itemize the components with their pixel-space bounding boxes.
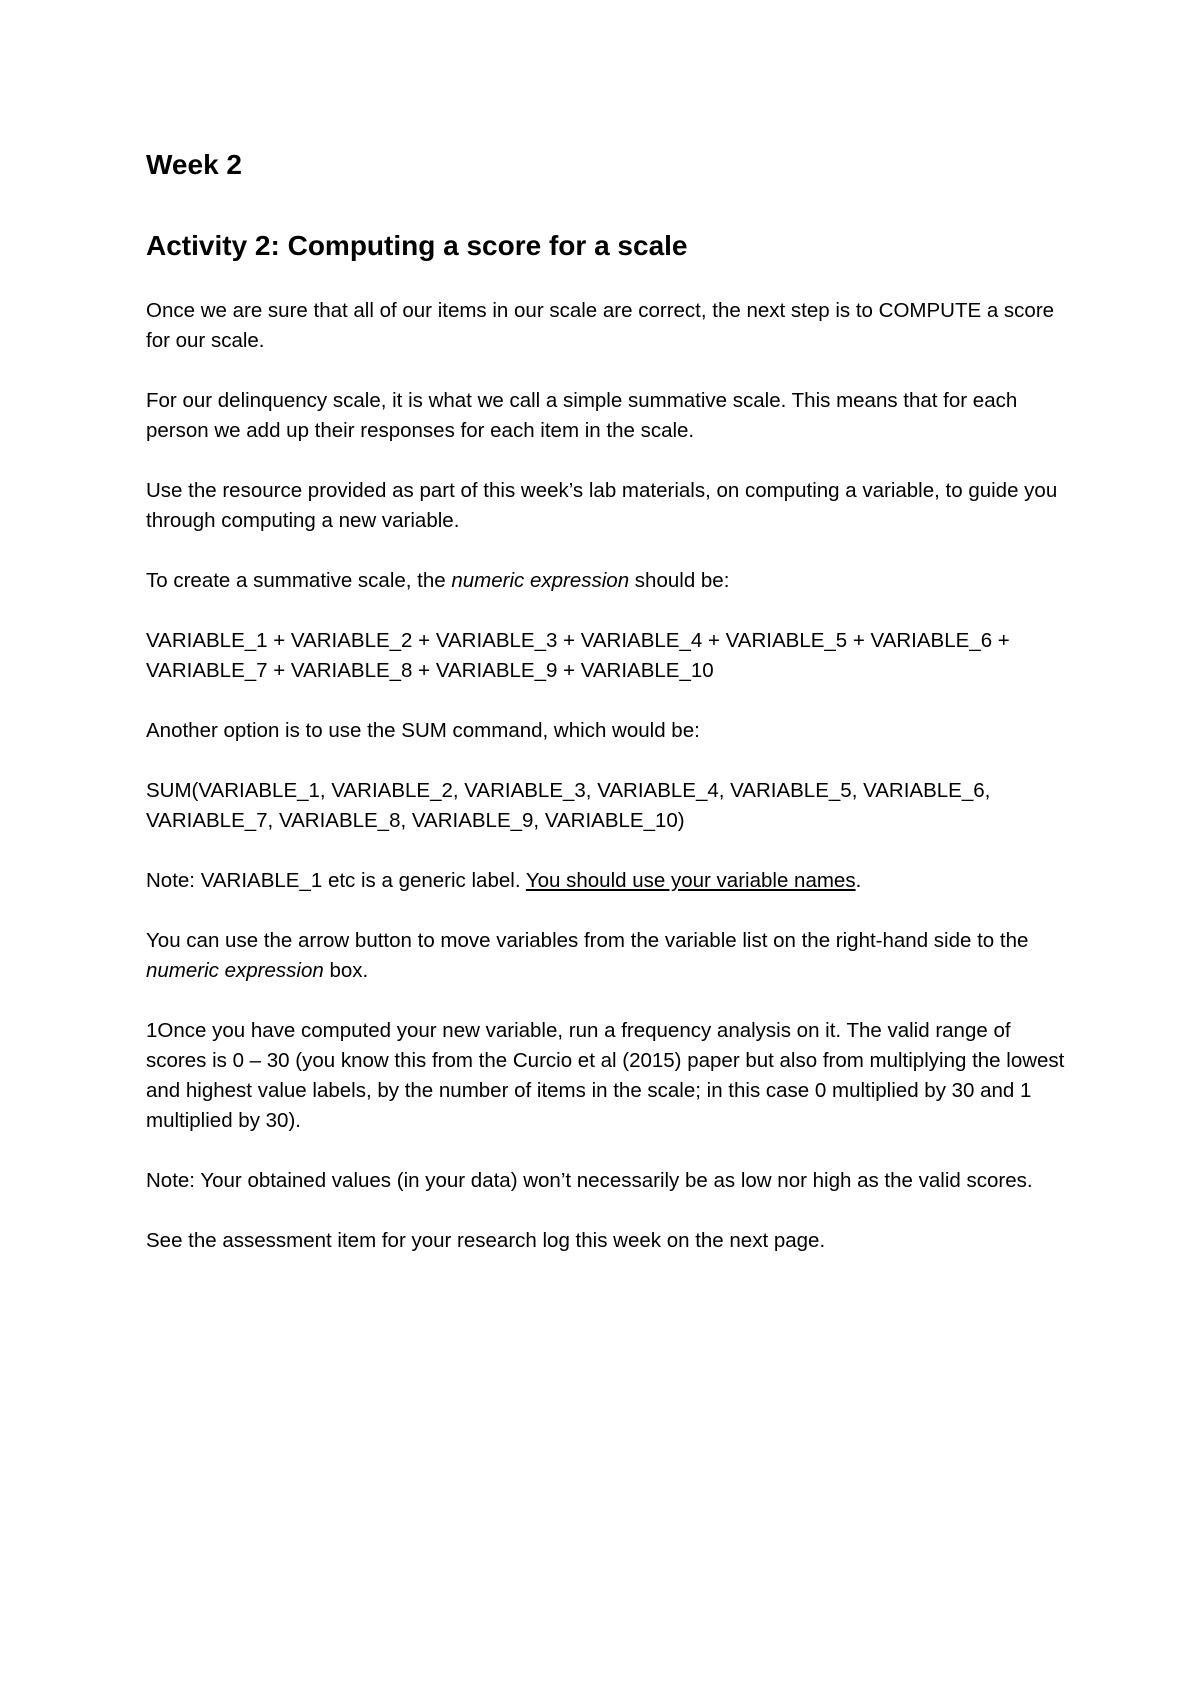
text-segment: Note: VARIABLE_1 etc is a generic label.	[146, 869, 526, 892]
expression-line: SUM(VARIABLE_1, VARIABLE_2, VARIABLE_3, VARIABLE_4, VARIABLE_5, VARIABLE_6,	[146, 779, 991, 802]
underlined-instruction: You should use your variable names	[525, 869, 856, 892]
paragraph-arrow-button	[146, 926, 1076, 986]
italic-term: numeric expression	[451, 569, 630, 592]
paragraph-numeric-expression	[146, 566, 1076, 596]
paragraph-assessment: See the assessment item for your research log this week on the next page.	[146, 1229, 826, 1252]
paragraph-resource: Use the resource provided as part of this week’s lab materials, on computing a variable, to guide you through computing a new variable.	[146, 479, 1058, 532]
week-title: Week 2	[146, 149, 242, 180]
paragraph-summative-scale: For our delinquency scale, it is what we call a simple summative scale. This means that for each person we add up their responses for each item in the scale.	[146, 389, 1018, 442]
expression-line: VARIABLE_1 + VARIABLE_2 + VARIABLE_3 + VARIABLE_4 + VARIABLE_5 + VARIABLE_6 +	[146, 629, 1010, 652]
expression-sum-plus	[146, 626, 1076, 686]
expression-line: VARIABLE_7 + VARIABLE_8 + VARIABLE_9 + VARIABLE_10	[146, 659, 714, 682]
text-segment: .	[855, 869, 862, 892]
note-obtained-values: Note: Your obtained values (in your data) won’t necessarily be as low nor high as the valid scores.	[146, 1169, 1033, 1192]
expression-line: VARIABLE_7, VARIABLE_8, VARIABLE_9, VARIABLE_10)	[146, 809, 685, 832]
text-segment: You can use the arrow button to move variables from the variable list on the right-hand side to the	[146, 929, 1029, 952]
paragraph-frequency-analysis: 1Once you have computed your new variable, run a frequency analysis on it. The valid range of scores is 0 – 30 (you know this from the Curcio et al (2015) paper but also from multiplying the lowest and highest value labels, by the number of items in the scale; in this case 0 multiplied by 30 and 1 multiplied by 30).	[146, 1019, 1065, 1132]
document-body	[146, 296, 1076, 1286]
activity-title: Activity 2: Computing a score for a scale	[146, 230, 688, 261]
text-segment: should be:	[629, 569, 730, 592]
note-generic-label	[146, 866, 1076, 896]
expression-sum-function	[146, 776, 1076, 836]
text-segment: To create a summative scale, the	[146, 569, 452, 592]
text-segment: box.	[323, 959, 369, 982]
paragraph-sum-command: Another option is to use the SUM command, which would be:	[146, 719, 700, 742]
paragraph-compute-intro: Once we are sure that all of our items in our scale are correct, the next step is to COMPUTE a score for our scale.	[146, 299, 1055, 352]
italic-term: numeric expression	[146, 959, 324, 982]
